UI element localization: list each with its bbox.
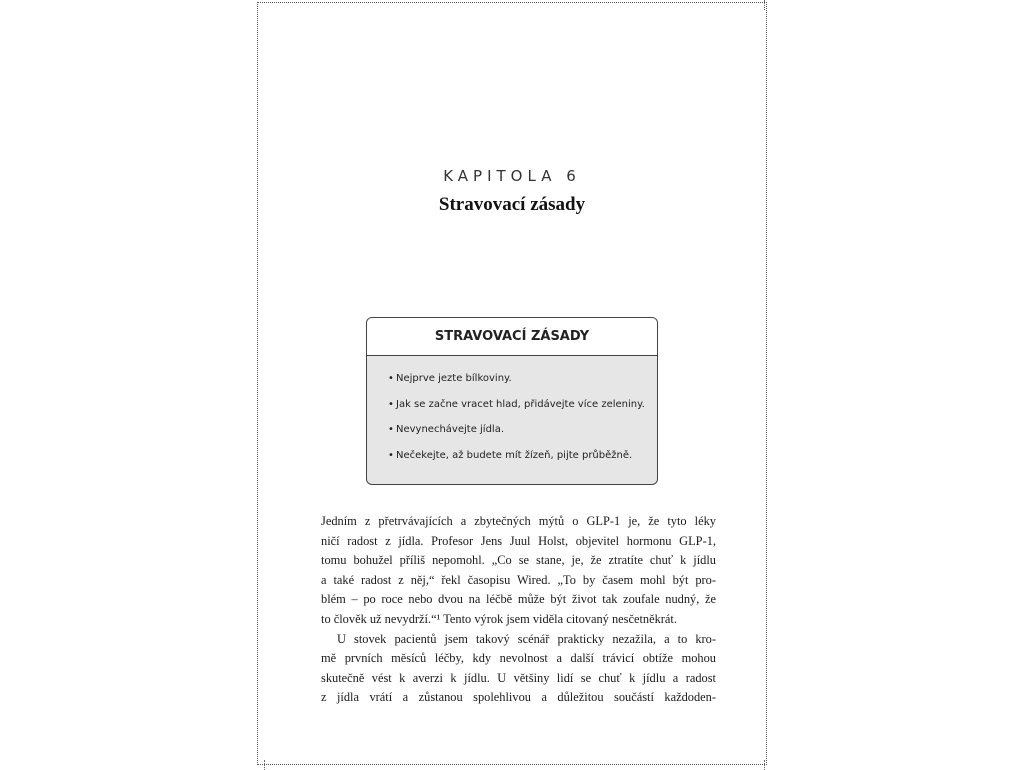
chapter-title: Stravovací zásady xyxy=(438,194,586,215)
bullet-icon: • xyxy=(388,398,394,410)
text-line: Jedním z přetrvávajících a zbytečných mýtů o GLP-1 je, že tyto léky xyxy=(321,514,716,528)
text-line: z jídla vrátí a zůstanou spolehlivou a důležitou součástí každoden- xyxy=(321,690,716,705)
list-item: • Nečekejte, až budete mít žízeň, pijte průběžně. xyxy=(388,449,633,461)
list-item: • Nejprve jezte bílkoviny. xyxy=(388,373,512,384)
text-line: tomu bohužel příliš nepomohl. „Co se stane, je, že ztratíte chuť k jídlu xyxy=(321,553,716,568)
bullet-icon: • xyxy=(388,373,394,384)
bullet-icon: • xyxy=(388,424,394,435)
text-line: to člověk už nevydrží.“¹ Tento výrok jsem viděla citovaný nesčetněkrát. xyxy=(321,611,677,626)
list-item: • Jak se začne vracet hlad, přidávejte více zeleniny. xyxy=(388,398,645,410)
text-line: mě prvních měsíců léčby, kdy nevolnost a další trávicí obtíže mohou xyxy=(321,651,716,666)
chapter-number: KAPITOLA 6 xyxy=(443,167,581,185)
guidelines-box xyxy=(366,317,658,485)
crop-mark xyxy=(254,760,265,770)
list-item: • Nevynechávejte jídla. xyxy=(388,424,505,435)
crop-mark xyxy=(764,760,775,770)
text-line: ničí radost z jídla. Profesor Jens Juul Holst, objevitel hormonu GLP-1, xyxy=(321,533,716,548)
text-line: blém – po roce nebo dvou na léčbě může být život tak zoufale nudný, že xyxy=(321,592,716,607)
crop-mark xyxy=(764,0,775,10)
text-line: skutečně vést k averzi k jídlu. U většiny lidí se chuť k jídlu a radost xyxy=(321,670,716,685)
text-line: U stovek pacientů jsem takový scénář prakticky nezažila, a to kro- xyxy=(337,631,716,646)
text-line: a také radost z něj,“ řekl časopisu Wired. „To by časem mohl být pro- xyxy=(321,572,716,587)
body-text xyxy=(321,512,716,708)
guidelines-list xyxy=(367,356,657,475)
guidelines-box-header: STRAVOVACÍ ZÁSADY xyxy=(367,318,657,356)
bullet-icon: • xyxy=(388,449,394,461)
